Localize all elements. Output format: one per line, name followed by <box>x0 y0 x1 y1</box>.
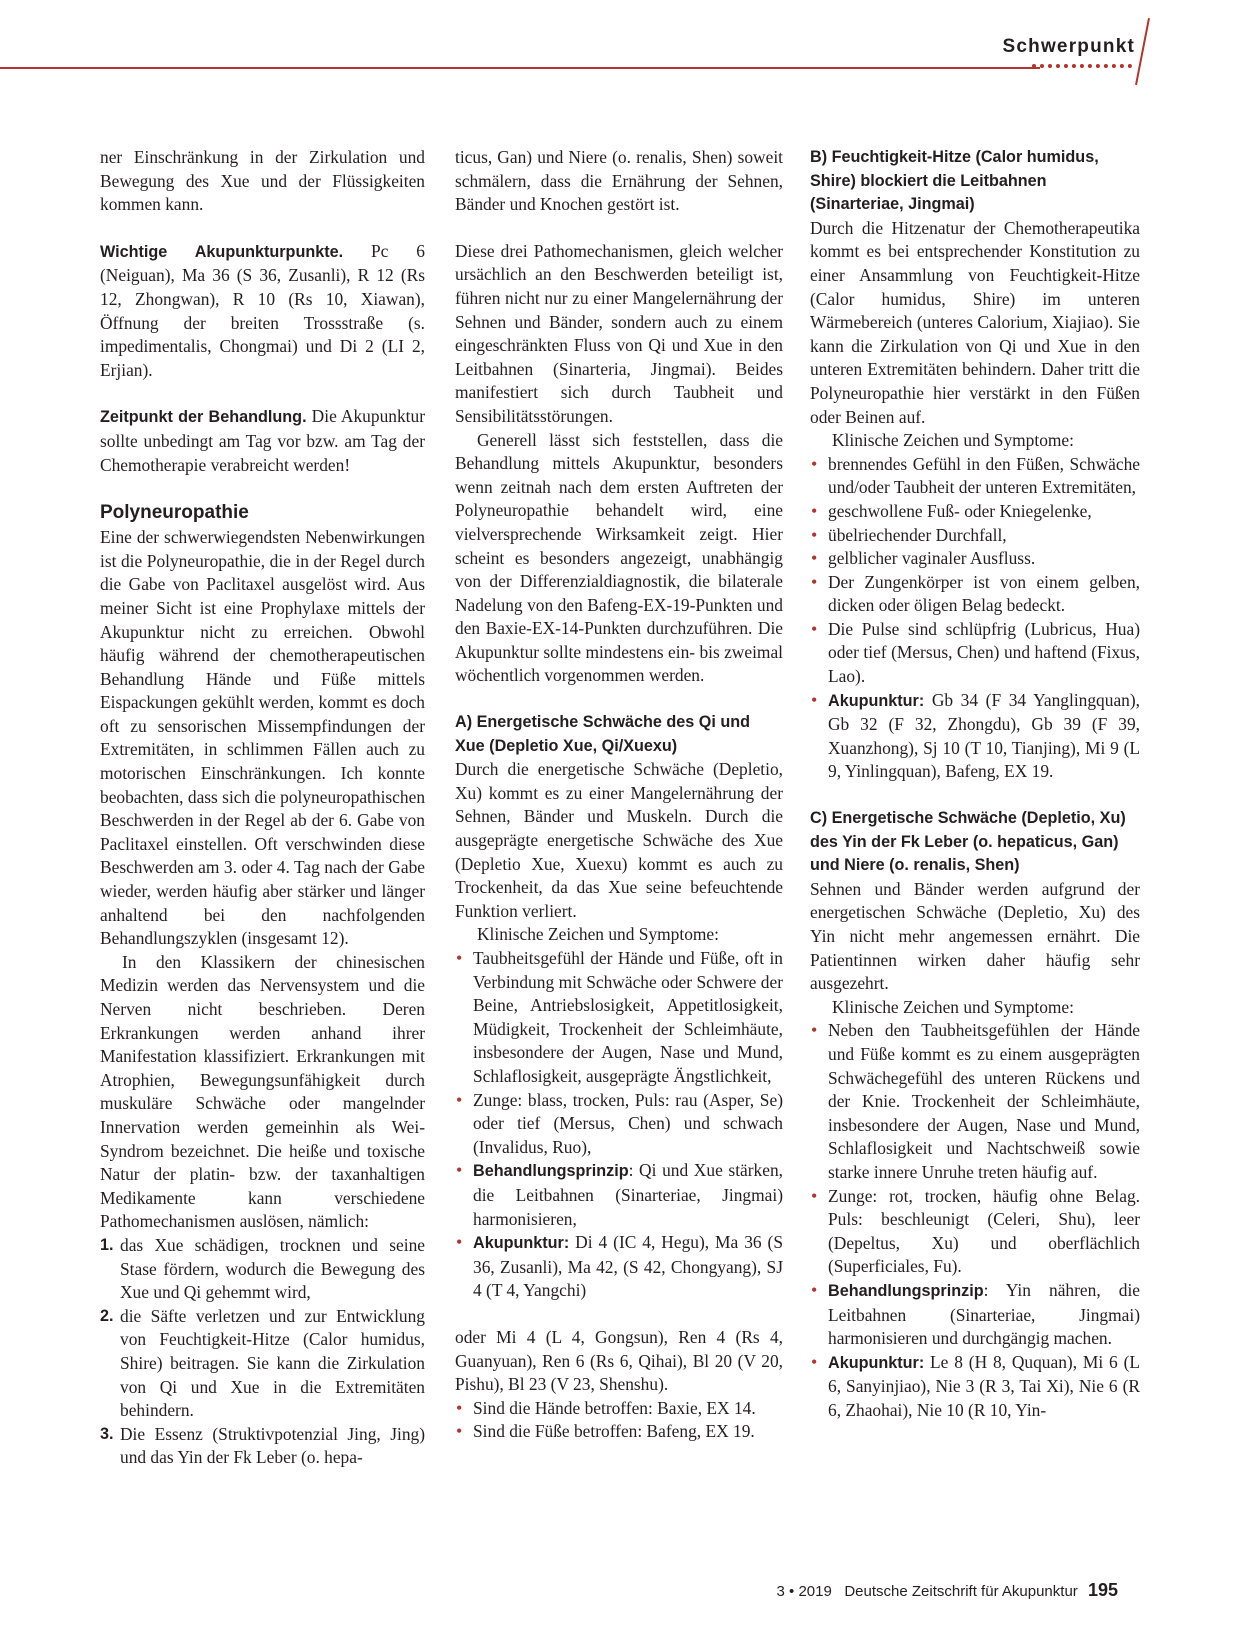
run-in-heading: Zeitpunkt der Behandlung. <box>100 408 307 427</box>
bullet-item: • Die Pulse sind schlüpfrig (Lubricus, Hua) oder tief (Mersus, Chen) und haftend (Fixus, Lao). <box>810 618 1140 689</box>
issue-number: 3 • 2019 <box>776 1583 832 1600</box>
subsection-heading-b: B) Feuchtigkeit-Hitze (Calor humidus, Shire) blockiert die Leitbahnen (Sinarteriae, Jingmai) <box>810 148 1099 214</box>
list-item <box>100 1234 425 1305</box>
bullet-label: Akupunktur: <box>828 691 925 710</box>
paragraph: ner Einschränkung in der Zirkulation und Bewegung des Xue und der Flüssigkeiten kommen kann. <box>100 147 425 215</box>
paragraph: ticus, Gan) und Niere (o. renalis, Shen) soweit schmälern, dass die Ernährung der Sehnen, Bänder und Knochen gestört ist. <box>455 147 783 215</box>
bullet-list <box>810 453 1140 784</box>
paragraph: Durch die energetische Schwäche (Depletio, Xu) kommt es zu einer Mangelernährung der Sehnen, Bänder und Muskeln. Durch die ausgeprägte energetische Schwäche des Xue (Depletio Xue, Xuexu) kommt es auch zu Trockenheit, da das Xue seine befeuchtende Funktion verliert. <box>455 759 783 921</box>
bullet-item: • gelblicher vaginaler Ausfluss. <box>810 547 1140 571</box>
header-rule <box>0 67 1040 69</box>
list-item-text: die Säfte verletzen und zur Entwicklung von Feuchtigkeit-Hitze (Calor humidus, Shire) beitragen. Sie kann die Zirkulation von Qi und Xue in die Extremitäten behindern. <box>120 1305 425 1421</box>
header-slash <box>1135 18 1150 85</box>
symptoms-label: Klinische Zeichen und Symptome: <box>832 996 1074 1017</box>
bullet-item: • Sind die Füße betroffen: Bafeng, EX 19. <box>455 1420 783 1444</box>
zeitpunkt-paragraph <box>100 405 425 477</box>
bullet-label: Akupunktur: <box>473 1234 570 1253</box>
section-heading: Polyneuropathie <box>100 502 249 524</box>
page-footer <box>777 1580 1118 1601</box>
bullet-item: • Neben den Taubheitsgefühlen der Hände und Füße kommt es zu einem ausgeprägten Schwächegefühl des unteren Rückens und der Knie. Trockenheit der Schleimhäute, insbesondere der Augen, Nase und Mund, Schlaflosigkeit und Nachtschweiß sowie starke innere Unruhe treten häufig auf. <box>810 1019 1140 1184</box>
bullet-item <box>810 1351 1140 1423</box>
paragraph: Durch die Hitzenatur der Chemotherapeutika kommt es bei entsprechender Konstitution zu einer Ansammlung von Feuchtigkeit-Hitze (Calor humidus, Shire) im unteren Wärmebereich (unteres Calorium, Xiajiao). Sie kann die Zirkulation von Qi und Xue in den unteren Extremitäten behindern. Daher tritt die Polyneuropathie hier verstärkt in den Füßen oder Beinen auf. <box>810 217 1140 427</box>
numbered-list <box>100 1234 425 1470</box>
bullet-item <box>810 1279 1140 1351</box>
paragraph: In den Klassikern der chinesischen Medizin werden das Nervensystem und die Nerven nicht beschrieben. Deren Erkrankungen werden anhand ihrer Manifestation klassifiziert. Erkrankungen mit Atrophien, Bewegungsunfähigkeit durch muskuläre Schwäche oder mangelnder Innervation werden gemeinhin als Wei-Syndrom bezeichnet. Die heiße und toxische Natur der platin- bzw. der taxanhaltigen Medikamente kann verschiedene Pathomechanismen auslösen, nämlich: <box>100 951 425 1232</box>
bullet-text: Zunge: blass, trocken, Puls: rau (Asper, Se) oder tief (Mersus, Chen) und schwach (Invalidus, Ruo), <box>473 1089 783 1157</box>
bullet-label: Behandlungsprinzip <box>828 1281 984 1300</box>
bullet-label: Behandlungsprinzip <box>473 1162 629 1181</box>
bullet-text: : Qi und Xue stärken, die Leitbahnen (Sinarteriae, Jingmai) harmonisieren, <box>473 1160 783 1229</box>
bullet-item <box>810 689 1140 784</box>
bullet-item <box>455 1159 783 1231</box>
bullet-item: • Der Zungenkörper ist von einem gelben, dicken oder öligen Belag bedeckt. <box>810 571 1140 618</box>
bullet-list <box>455 1397 783 1444</box>
list-number: 3. <box>100 1424 114 1443</box>
bullet-item <box>455 947 783 1089</box>
bullet-item: • Zunge: rot, trocken, häufig ohne Belag. Puls: beschleunigt (Celeri, Shu), leer (Depeltus, Xu) und oberflächlich (Superficiales, Fu). <box>810 1185 1140 1279</box>
list-number: 2. <box>100 1306 114 1325</box>
list-item <box>100 1305 425 1423</box>
header-dotted-rule <box>1032 64 1132 68</box>
bullet-item: • übelriechender Durchfall, <box>810 524 1140 548</box>
bullet-list <box>455 947 783 1303</box>
journal-name: Deutsche Zeitschrift für Akupunktur <box>844 1583 1078 1600</box>
list-item-text: das Xue schädigen, trocknen und seine Stase fördern, wodurch die Bewegung des Xue und Qi gehemmt wird, <box>120 1234 425 1303</box>
column-2 <box>455 146 783 1444</box>
paragraph: Generell lässt sich feststellen, dass die Behandlung mittels Akupunktur, besonders wenn zeitnah nach dem ersten Auftreten der Polyneuropathie behandelt wird, eine vielversprechende Wirksamkeit zeigt. Hier scheint es besonders angezeigt, unabhängig von der Differenzialdiagnostik, die bilaterale Nadelung von den Bafeng-EX-19-Punkten und den Baxie-EX-14-Punkten durchzuführen. Die Akupunktur sollte mindestens ein- bis zweimal wöchentlich vorgenommen werden. <box>455 429 783 686</box>
bullet-item: • geschwollene Fuß- oder Kniegelenke, <box>810 500 1140 524</box>
bullet-text: : Yin nähren, die Leitbahnen (Sinarteriae, Jingmai) harmonisieren und durchgängig machen. <box>828 1279 1140 1349</box>
bullet-text: Di 4 (IC 4, Hegu), Ma 36 (S 36, Zusanli), Ma 42, (S 42, Chongyang), SJ 4 (T 4, Yangchi) <box>473 1232 783 1301</box>
akupunkturpunkte-paragraph <box>100 240 425 383</box>
paragraph-text: Die Akupunktur sollte unbedingt am Tag vor bzw. am Tag der Chemotherapie verabreicht werden! <box>100 406 425 475</box>
column-3 <box>810 146 1140 1422</box>
paragraph: oder Mi 4 (L 4, Gongsun), Ren 4 (Rs 4, Guanyuan), Ren 6 (Rs 6, Qihai), Bl 20 (V 20, Pishu), Bl 23 (V 23, Shenshu). <box>455 1326 783 1395</box>
list-item-text: Die Essenz (Struktivpotenzial Jing, Jing) und das Yin der Fk Leber (o. hepa- <box>120 1423 425 1468</box>
list-number: 1. <box>100 1235 114 1254</box>
symptoms-label: Klinische Zeichen und Symptome: <box>477 924 719 945</box>
paragraph: Diese drei Pathomechanismen, gleich welcher ursächlich an den Beschwerden beteiligt ist, führen nicht nur zu einer Mangelernährung der Sehnen und Bänder, sondern auch zu einem eingeschränkten Fluss von Qi und Xue in den Leitbahnen (Sinarteria, Jingmai). Beides manifestiert sich durch Taubheit und Sensibilitätsstörungen. <box>455 240 783 426</box>
bullet-item: • brennendes Gefühl in den Füßen, Schwäche und/oder Taubheit der unteren Extremitäten, <box>810 453 1140 500</box>
bullet-text: Gb 34 (F 34 Yanglingquan), Gb 32 (F 32, Zhongdu), Gb 39 (F 39, Xuanzhong), Sj 10 (T 10, Tianjing), Mi 9 (L 9, Yinlingquan), Bafeng, EX 19. <box>828 689 1140 782</box>
bullet-label: Akupunktur: <box>828 1353 925 1372</box>
bullet-list <box>810 1019 1140 1422</box>
bullet-item: • Sind die Hände betroffen: Baxie, EX 14. <box>455 1397 783 1421</box>
paragraph: Sehnen und Bänder werden aufgrund der energetischen Schwäche (Depletio, Xu) des Yin nicht mehr angemessen ernährt. Die Patientinnen wirken daher häufig sehr ausgezehrt. <box>810 878 1140 994</box>
paragraph: Eine der schwerwiegendsten Nebenwirkungen ist die Polyneuropathie, die in der Regel durch die Gabe von Paclitaxel ausgelöst wird. Aus meiner Sicht ist eine Prophylaxe mittels der Akupunktur nicht zu erreichen. Obwohl häufig während der chemotherapeutischen Behandlung Hände und Füße mittels Eispackungen gekühlt werden, kommt es doch oft zu sensorischen Missempfindungen der Extremitäten, in schlimmen Fällen auch zu motorischen Einschränkungen. Ich konnte beobachten, dass sich die polyneuropathischen Beschwerden in der Regel ab der 6. Gabe von Paclitaxel einstellen. Oft verschwinden diese Beschwerden am 3. oder 4. Tag nach der Gabe wieder, werden häufig aber stärker und länger anhaltend bei den nachfolgenden Behandlungszyklen (insgesamt 12). <box>100 527 426 949</box>
run-in-heading: Wichtige Akupunkturpunkte. <box>100 242 344 261</box>
subsection-heading-c: C) Energetische Schwäche (Depletio, Xu) des Yin der Fk Leber (o. hepaticus, Gan) und Niere (o. renalis, Shen) <box>810 809 1126 875</box>
section-label: Schwerpunkt <box>1002 36 1135 57</box>
subsection-heading-a: A) Energetische Schwäche des Qi und Xue (Depletio Xue, Qi/Xuexu) <box>455 713 751 755</box>
bullet-item <box>455 1089 783 1160</box>
list-item <box>100 1423 425 1470</box>
bullet-text: Taubheitsgefühl der Hände und Füße, oft in Verbindung mit Schwäche oder Schwere der Beine, Antriebslosigkeit, Appetitlosigkeit, Müdigkeit, Trockenheit der Schleimhäute, insbesondere der Augen, Nase und Mund, Schlaflosigkeit, ausgeprägte Ängstlichkeit, <box>473 948 783 1086</box>
page-number: 195 <box>1087 1580 1118 1600</box>
symptoms-label: Klinische Zeichen und Symptome: <box>832 430 1074 451</box>
column-1 <box>100 146 425 1470</box>
paragraph-text: Pc 6 (Neiguan), Ma 36 (S 36, Zusanli), R 12 (Rs 12, Zhongwan), R 10 (Rs 10, Xiawan), Öffnung der breiten Trossstraße (s. impedimentalis, Chongmai) und Di 2 (LI 2, Erjian). <box>100 240 425 380</box>
bullet-text: Le 8 (H 8, Ququan), Mi 6 (L 6, Sanyinjiao), Nie 3 (R 3, Tai Xi), Nie 6 (R 6, Zhaohai), Nie 10 (R 10, Yin- <box>828 1351 1140 1420</box>
bullet-item <box>455 1231 783 1303</box>
